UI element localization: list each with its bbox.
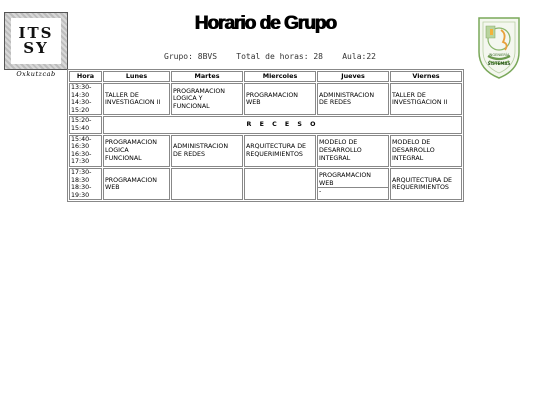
class-cell: ARQUITECTURA DE REQUERIMIENTOS [390, 168, 462, 200]
table-header-row [69, 71, 462, 82]
class-cell: ARQUITECTURA DE REQUERIMIENTOS [244, 135, 316, 167]
break-cell: R E C E S O [103, 116, 462, 133]
itssy-logo [4, 12, 66, 78]
header-martes: Martes [171, 71, 243, 82]
class-cell: ADMINISTRACION DE REDES [317, 83, 389, 115]
badge-text-ingenieria: INGENIERÍA [488, 53, 510, 57]
logo-text-sy: SY [23, 39, 49, 57]
class-cell: TALLER DE INVESTIGACION II [390, 83, 462, 115]
class-cell: ADMINISTRACION DE REDES [171, 135, 243, 167]
table-row [69, 116, 462, 133]
time-cell: 13:30- 14:30 14:30- 15:20 [69, 83, 102, 115]
header-miercoles: Miercoles [244, 71, 316, 82]
itssy-logo-emblem [4, 12, 68, 70]
logo-text-its: ITS [18, 24, 54, 42]
class-cell: PROGRAMACION LOGICA FUNCIONAL [103, 135, 170, 167]
class-cell: MODELO DE DESARROLLO INTEGRAL [317, 135, 389, 167]
group-info: Grupo: 8BVS Total de horas: 28 Aula:22 [164, 52, 376, 61]
header-viernes: Viernes [390, 71, 462, 82]
class-cell-bottom: - [318, 187, 388, 196]
table-row [69, 135, 462, 167]
page-title: Horario de Grupo [194, 13, 336, 34]
badge-text-sistemas: SISTEMAS [487, 61, 511, 66]
header-jueves: Jueves [317, 71, 389, 82]
header-lunes: Lunes [103, 71, 170, 82]
header-hora: Hora [69, 71, 102, 82]
time-cell: 15:20- 15:40 [69, 116, 102, 133]
class-cell-split [317, 168, 389, 200]
empty-cell [171, 168, 243, 200]
class-cell: PROGRAMACION LOGICA Y FUNCIONAL [171, 83, 243, 115]
class-cell: PROGRAMACION WEB [103, 168, 170, 200]
class-cell: TALLER DE INVESTIGACION II [103, 83, 170, 115]
class-cell: PROGRAMACION WEB [244, 83, 316, 115]
time-cell: 17:30- 18:30 18:30- 19:30 [69, 168, 102, 200]
class-cell: MODELO DE DESARROLLO INTEGRAL [390, 135, 462, 167]
sistemas-badge-logo [476, 12, 522, 80]
table-row [69, 83, 462, 115]
schedule-table [67, 69, 464, 202]
time-cell: 15:40- 16:30 16:30- 17:30 [69, 135, 102, 167]
class-cell-top: PROGRAMACION WEB [319, 172, 371, 187]
table-row [69, 168, 462, 200]
logo-caption: Oxkutzcab [16, 70, 56, 78]
empty-cell [244, 168, 316, 200]
